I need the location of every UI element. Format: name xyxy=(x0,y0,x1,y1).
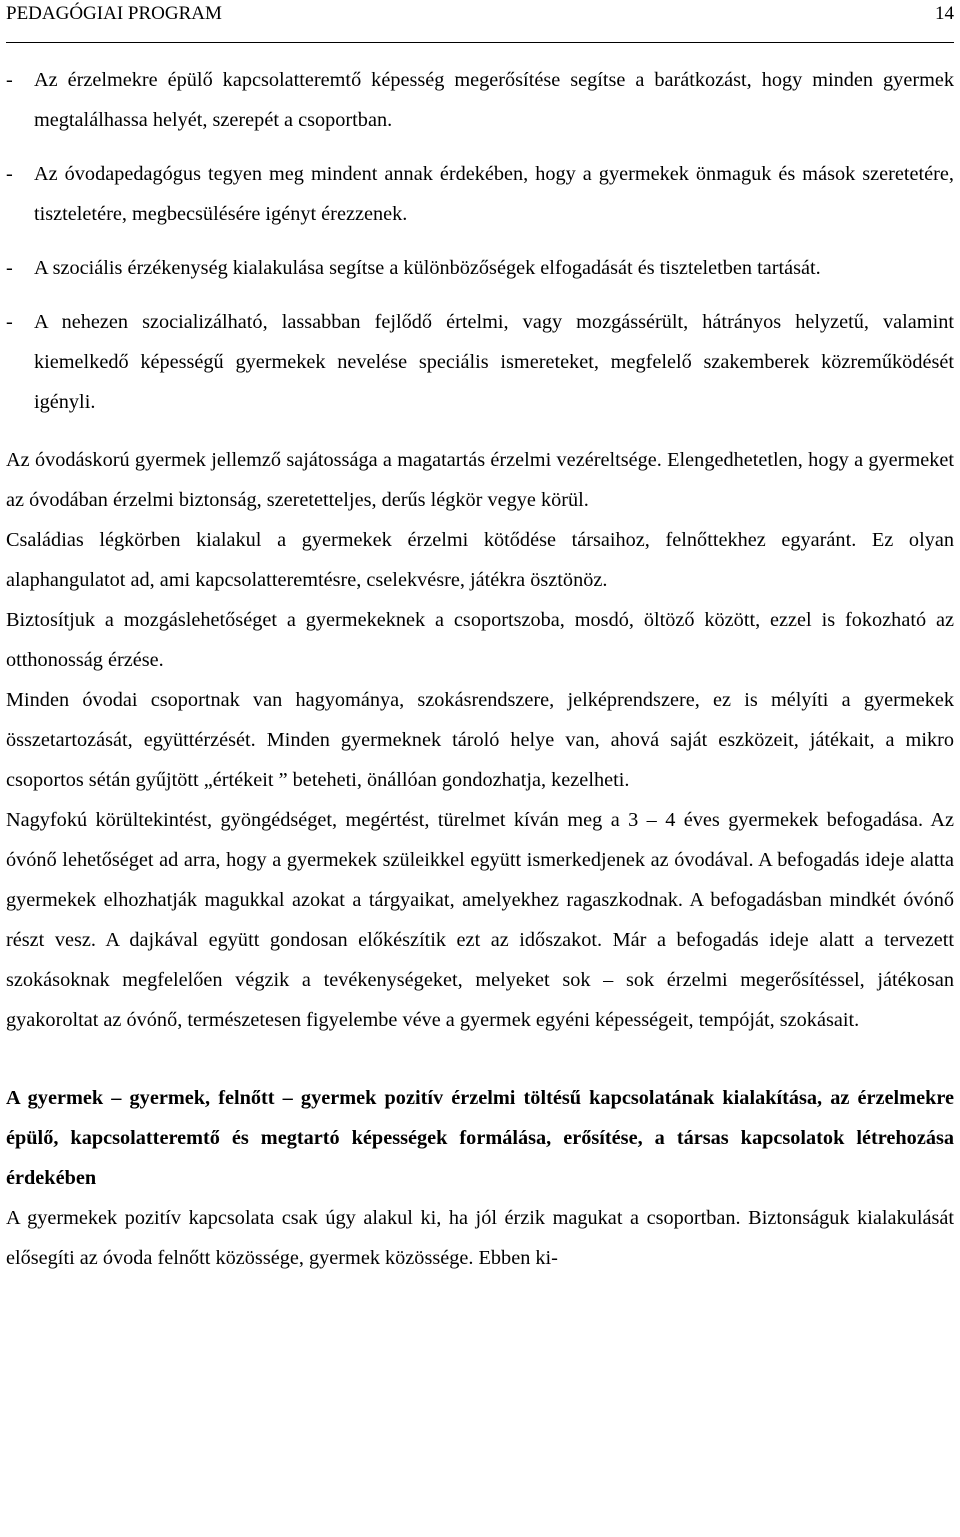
bullet-dash: - xyxy=(6,69,13,91)
section-heading: A gyermek – gyermek, felnőtt – gyermek pozitív érzelmi töltésű kapcsolatának kialakítása, az érzelmekre épülő, kapcsolatteremtő és megtartó képességek formálása, erősítése, a társas kapcsolatok létrehozása érdekében xyxy=(6,1087,954,1189)
body-paragraph: Nagyfokú körültekintést, gyöngédséget, megértést, türelmet kíván meg a 3 – 4 éves gyermekek befogadása. Az óvónő lehetőséget ad arra, hogy a gyermekek szüleikkel együtt ismerkedjenek az óvodával. A befogadás ideje alatta gyermekek elhozhatják magukkal azokat a tárgyaikat, amelyekhez ragaszkodnak. A befogadásban mindkét óvónő részt vesz. A dajkával együtt gondosan előkészítik ezt az időszakot. Már a befogadás ideje alatt a tervezett szokásoknak megfelelően végzik a tevékenységeket, melyeket sok – sok érzelmi megerősítéssel, játékosan gyakoroltat az óvónő, természetesen figyelembe véve a gyermek egyéni képességeit, tempóját, szokásait. xyxy=(6,809,954,1031)
bullet-item xyxy=(6,154,954,234)
header-rule xyxy=(6,42,954,43)
page-header xyxy=(6,2,954,26)
section-paragraph: A gyermekek pozitív kapcsolata csak úgy alakul ki, ha jól érzik magukat a csoportban. Biztonságuk kialakulását elősegíti az óvoda felnőtt közössége, gyermek közössége. Ebben ki- xyxy=(6,1207,954,1269)
bullet-item xyxy=(6,248,954,288)
bullet-item xyxy=(6,60,954,140)
page-number: 14 xyxy=(935,3,954,24)
body-paragraph: Minden óvodai csoportnak van hagyománya, szokásrendszere, jelképrendszere, ez is mélyíti a gyermekek összetartozását, együttérzését. Minden gyermeknek tároló helye van, ahová saját eszközeit, játékait, a mikro csoportos sétán gyűjtött „értékeit ” beteheti, önállóan gondozhatja, kezelheti. xyxy=(6,689,954,791)
body-paragraph: Biztosítjuk a mozgáslehetőséget a gyermekeknek a csoportszoba, mosdó, öltöző között, ezzel is fokozható az otthonosság érzése. xyxy=(6,609,954,671)
bullet-item xyxy=(6,302,954,422)
bullet-dash: - xyxy=(6,163,13,185)
page-content xyxy=(6,60,954,1278)
bullet-dash: - xyxy=(6,257,13,279)
document-title: PEDAGÓGIAI PROGRAM xyxy=(6,3,222,24)
bullet-text: A szociális érzékenység kialakulása segítse a különbözőségek elfogadását és tiszteletben tartását. xyxy=(34,257,821,279)
body-paragraph: Az óvodáskorú gyermek jellemző sajátossága a magatartás érzelmi vezéreltsége. Elengedhetetlen, hogy a gyermeket az óvodában érzelmi biztonság, szeretetteljes, derűs légkör vegye körül. xyxy=(6,449,954,511)
bullet-text: Az óvodapedagógus tegyen meg mindent annak érdekében, hogy a gyermekek önmaguk és mások szeretetére, tiszteletére, megbecsülésére igényt érezzenek. xyxy=(34,163,954,225)
bullet-text: A nehezen szocializálható, lassabban fejlődő értelmi, vagy mozgássérült, hátrányos helyzetű, valamint kiemelkedő képességű gyermekek nevelése speciális ismereteket, megfelelő szakemberek közreműködését igényli. xyxy=(34,311,954,413)
bullet-text: Az érzelmekre épülő kapcsolatteremtő képesség megerősítése segítse a barátkozást, hogy minden gyermek megtalálhassa helyét, szerepét a csoportban. xyxy=(34,69,954,131)
bullet-dash: - xyxy=(6,311,13,333)
body-paragraph: Családias légkörben kialakul a gyermekek érzelmi kötődése társaihoz, felnőttekhez egyaránt. Ez olyan alaphangulatot ad, ami kapcsolatteremtésre, cselekvésre, játékra ösztönöz. xyxy=(6,529,954,591)
